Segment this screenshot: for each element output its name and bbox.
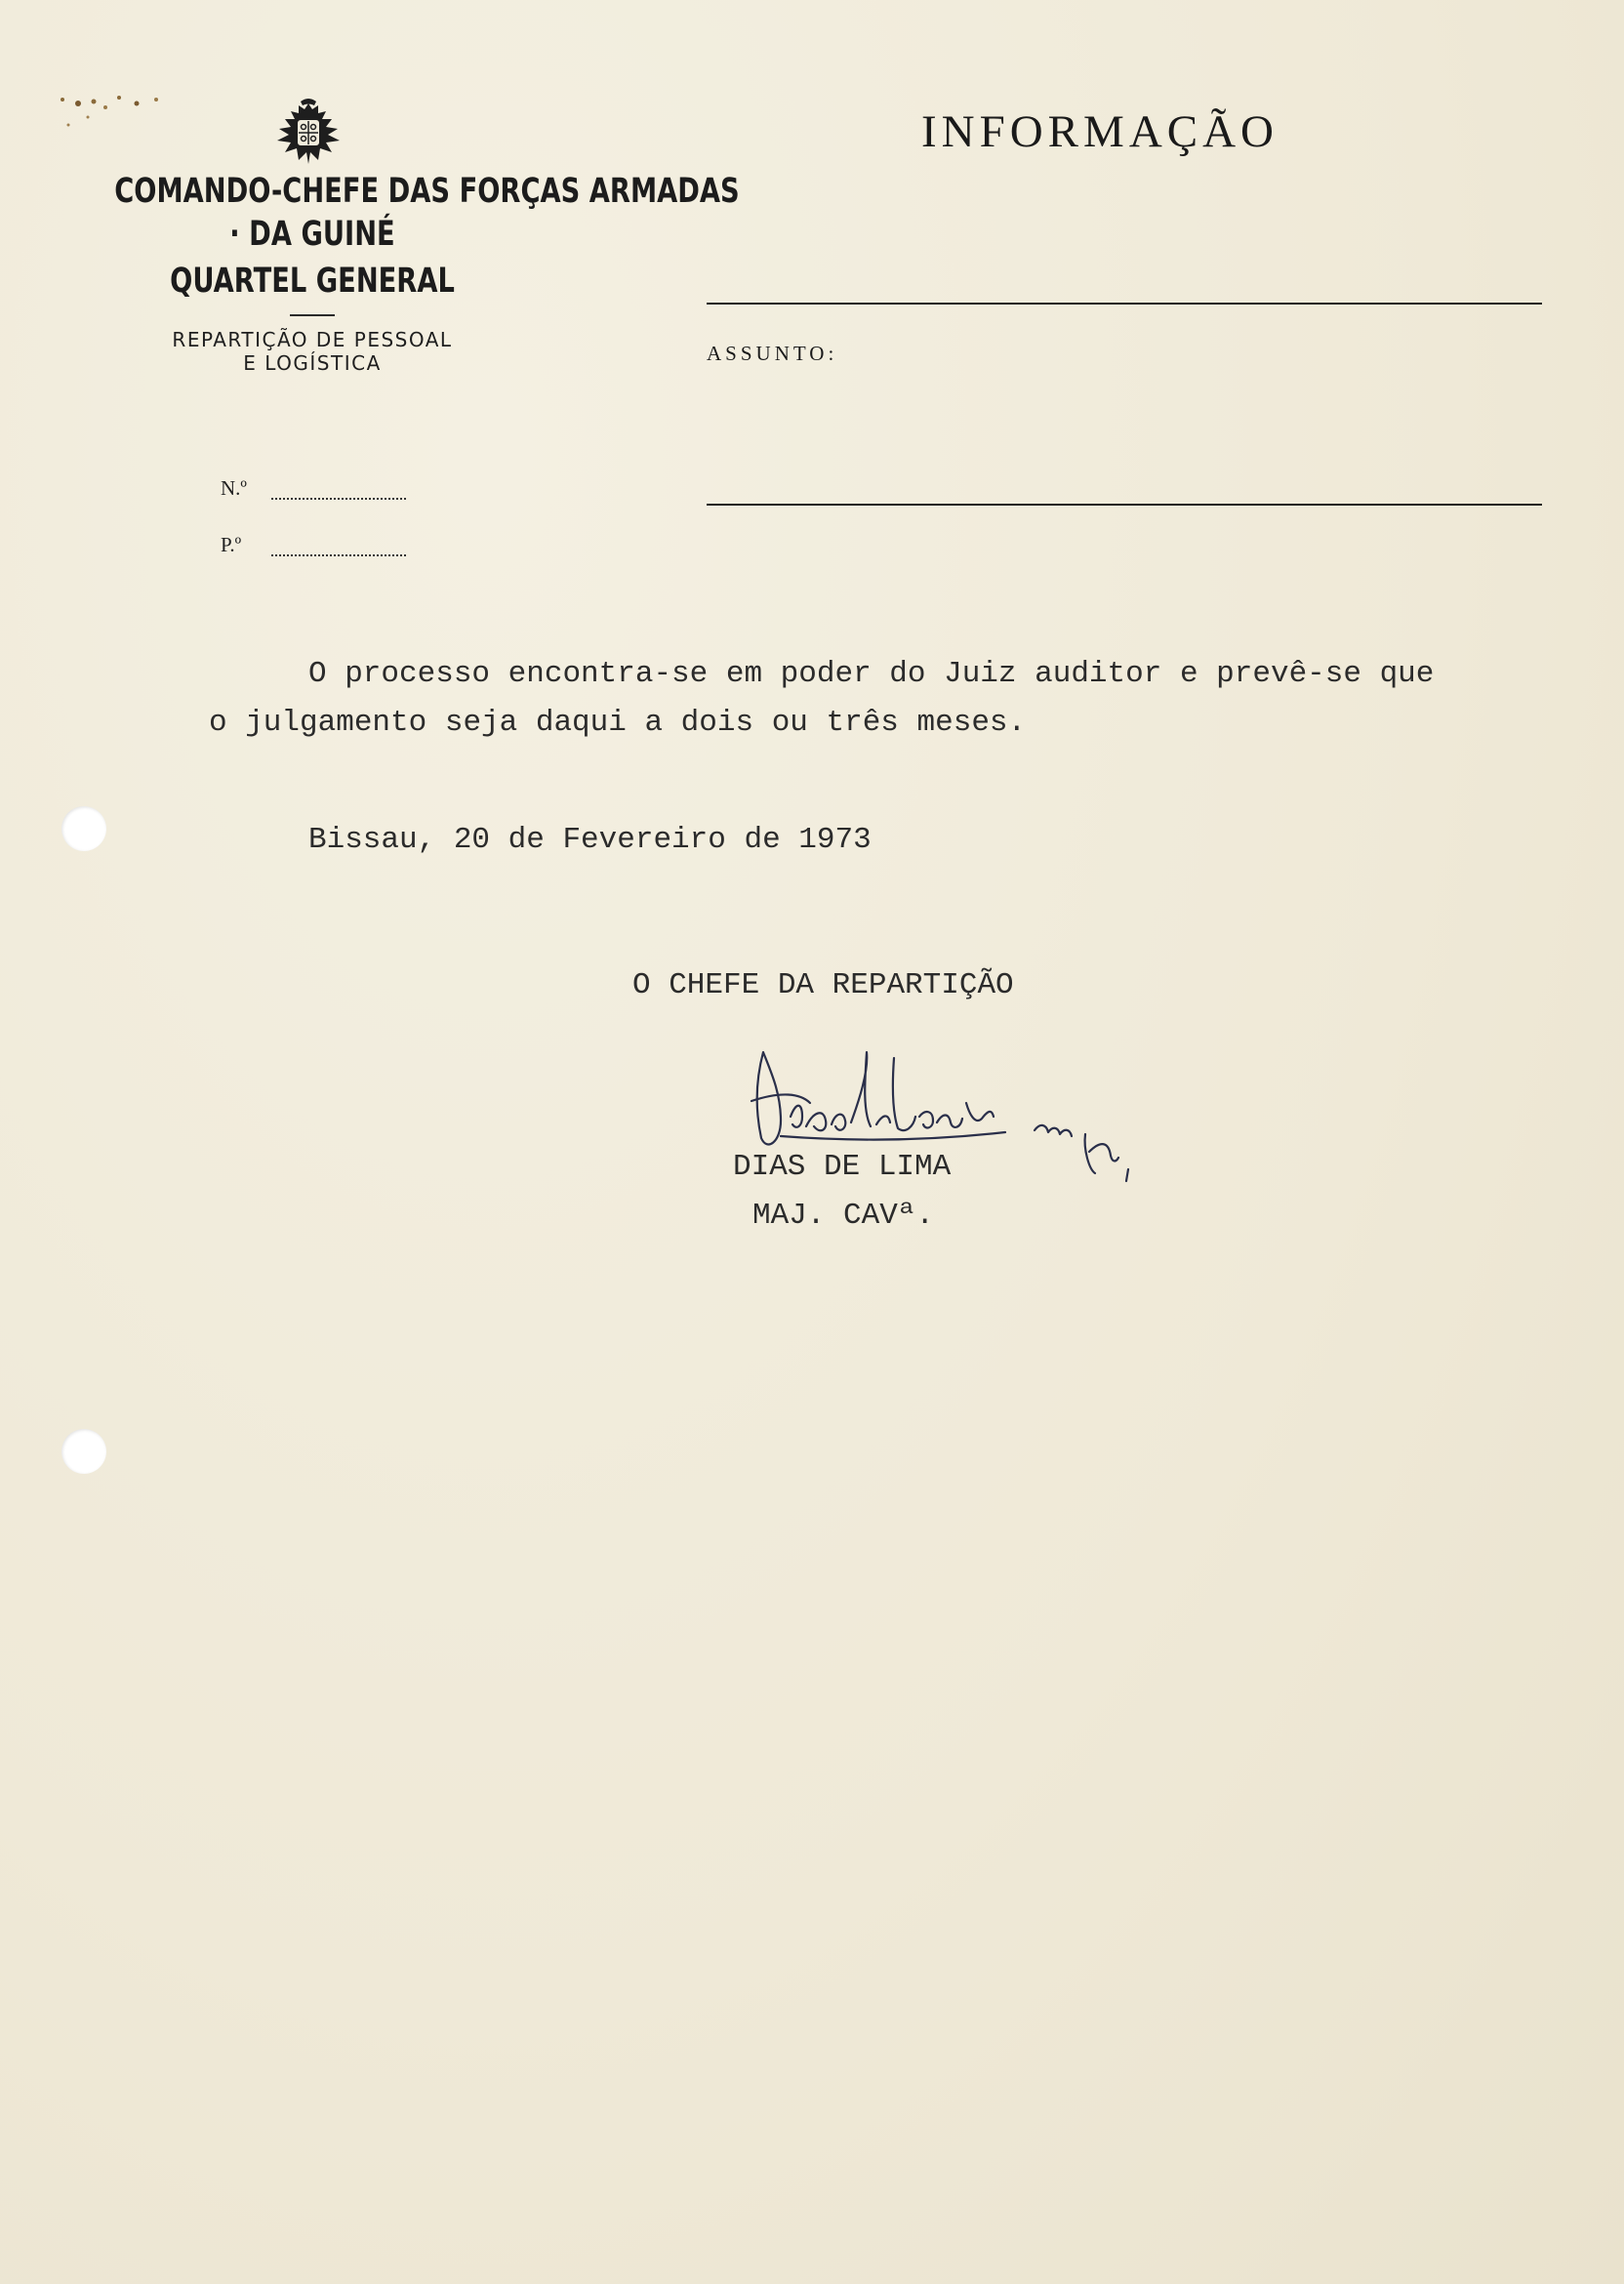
punch-hole-bottom: [61, 1429, 106, 1474]
body-line-2: o julgamento seja daqui a dois ou três meses.: [209, 706, 1027, 740]
signatory-title: O CHEFE DA REPARTIÇÃO: [632, 968, 1014, 1002]
signatory-rank: MAJ. CAVª.: [752, 1199, 935, 1233]
letterhead-command: COMANDO-CHEFE DAS FORÇAS ARMADAS: [114, 172, 740, 211]
dateline: Bissau, 20 de Fevereiro de 1973: [308, 823, 872, 857]
title-rule: [707, 303, 1542, 305]
document-title: INFORMAÇÃO: [921, 106, 1279, 157]
number-field: [271, 496, 406, 500]
letterhead-headquarters: QUARTEL GENERAL: [170, 262, 455, 301]
body-line-1: O processo encontra-se em poder do Juiz auditor e prevê-se que: [308, 657, 1435, 691]
subject-label: ASSUNTO:: [707, 342, 838, 365]
subject-rule: [707, 504, 1542, 506]
letterhead-divider: [290, 314, 335, 316]
number-label: N.º: [221, 476, 247, 500]
department-line-1: REPARTIÇÃO DE PESSOAL: [172, 328, 453, 351]
signatory-name: DIAS DE LIMA: [733, 1150, 952, 1184]
process-label: P.º: [221, 533, 242, 556]
punch-hole-top: [61, 806, 106, 851]
department-line-2: E LOGÍSTICA: [243, 351, 382, 375]
process-field: [271, 552, 406, 556]
coat-of-arms-icon: [262, 98, 355, 168]
letterhead-region: · DA GUINÉ: [229, 215, 395, 254]
paper-stain: [49, 78, 185, 146]
